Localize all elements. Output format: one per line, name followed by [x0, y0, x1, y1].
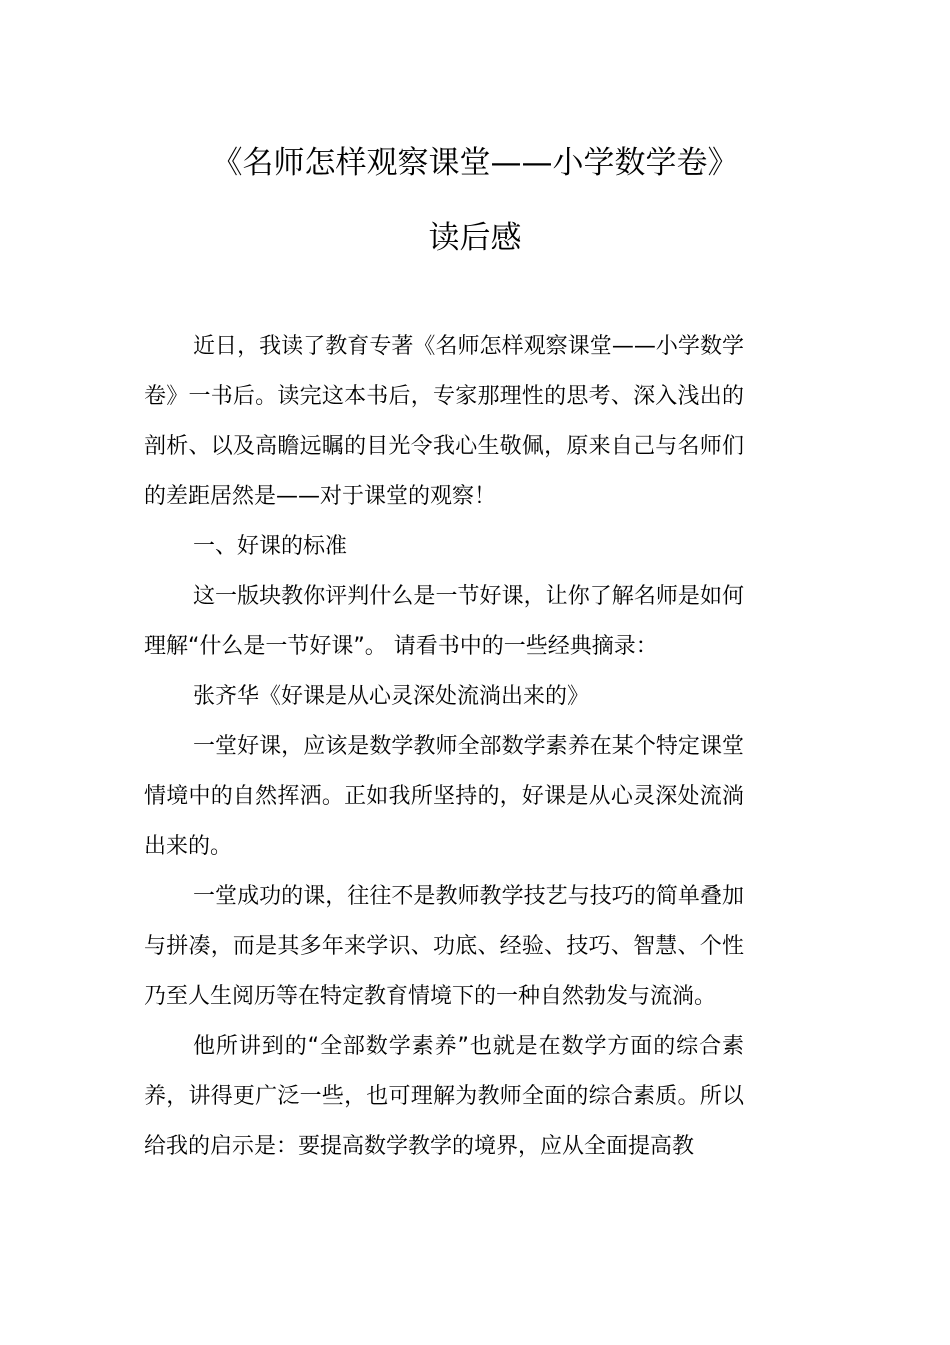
- paragraph-section-intro: 这一版块教你评判什么是一节好课，让你了解名师是如何理解“什么是一节好课”。 请看书中的一些经典摘录：: [144, 584, 744, 659]
- excerpt-title: 张齐华《好课是从心灵深处流淌出来的》: [193, 684, 590, 709]
- paragraph-excerpt-2: 一堂成功的课，往往不是教师教学技艺与技巧的简单叠加与拼凑，而是其多年来学识、功底、经验、技巧、智慧、个性乃至人生阅历等在特定教育情境下的一种自然勃发与流淌。: [144, 884, 744, 1009]
- document-subtitle: 读后感: [428, 220, 522, 256]
- paragraph-intro: 近日，我读了教育专著《名师怎样观察课堂——小学数学卷》一书后。读完这本书后，专家那理性的思考、深入浅出的剖析、以及高瞻远瞩的目光令我心生敬佩，原来自己与名师们的差距居然是——对于课堂的观察！: [144, 334, 744, 509]
- paragraph-excerpt-1: 一堂好课，应该是数学教师全部数学素养在某个特定课堂情境中的自然挥洒。正如我所坚持的，好课是从心灵深处流淌出来的。: [144, 734, 744, 859]
- section-heading-good-lesson: 一、好课的标准: [193, 534, 348, 559]
- paragraph-reflection: 他所讲到的“全部数学素养”也就是在数学方面的综合素养，讲得更广泛一些，也可理解为教师全面的综合素质。所以给我的启示是：要提高数学教学的境界，应从全面提高教: [144, 1034, 744, 1159]
- document-title: 《名师怎样观察课堂——小学数学卷》: [211, 145, 739, 181]
- document-body: [144, 322, 744, 1172]
